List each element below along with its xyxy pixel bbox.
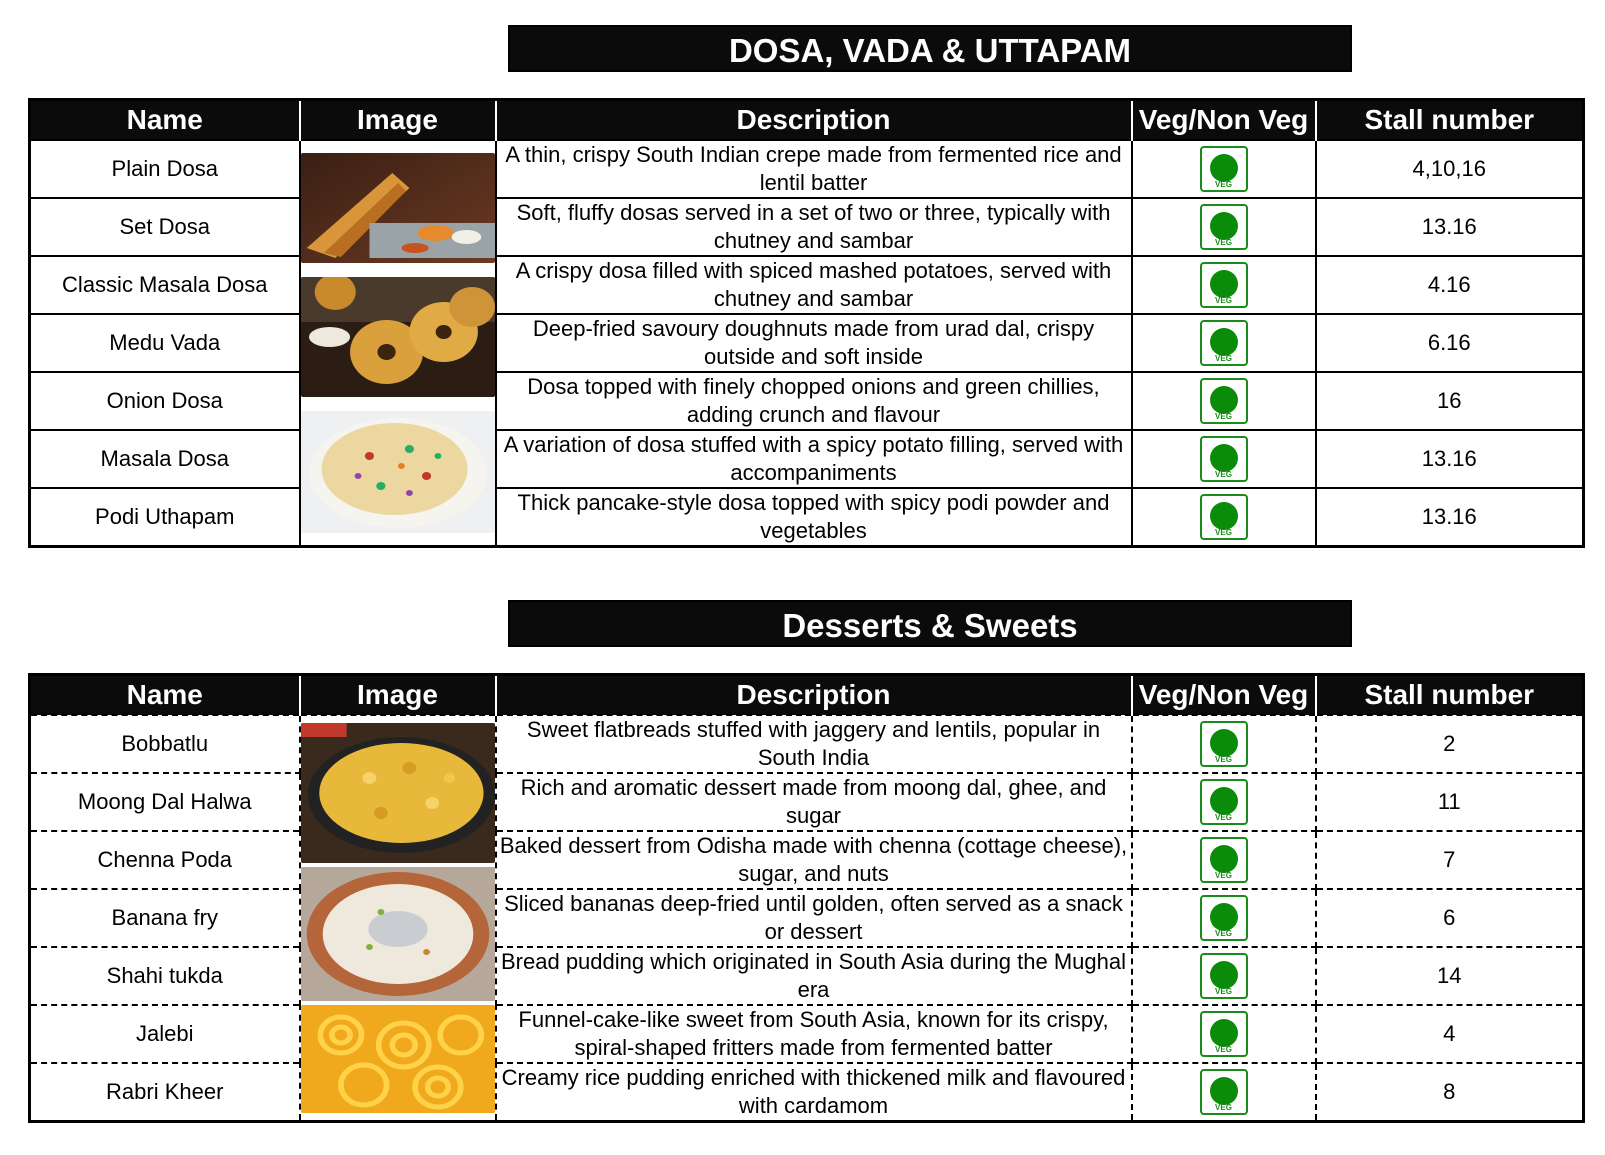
plain-dosa-photo (301, 153, 495, 263)
item-name: Moong Dal Halwa (30, 773, 300, 831)
veg-cell (1132, 773, 1316, 831)
stall-number: 7 (1316, 831, 1584, 889)
stall-number: 4.16 (1316, 256, 1584, 314)
veg-icon: VEG (1200, 436, 1248, 482)
item-description: Baked dessert from Odisha made with chenna (cottage cheese), sugar, and nuts (496, 831, 1132, 889)
veg-icon: VEG (1200, 895, 1248, 941)
item-description: A crispy dosa filled with spiced mashed potatoes, served with chutney and sambar (496, 256, 1132, 314)
table-header-row (30, 100, 1584, 141)
item-name: Shahi tukda (30, 947, 300, 1005)
veg-cell (1132, 715, 1316, 773)
stall-number: 4,10,16 (1316, 140, 1584, 198)
image-column (300, 140, 496, 547)
halwa-photo (301, 723, 495, 863)
col-header-stall: Stall number (1316, 675, 1584, 716)
col-header-veg: Veg/Non Veg (1132, 100, 1316, 141)
stall-number: 6 (1316, 889, 1584, 947)
medu-vada-photo (301, 277, 495, 397)
item-description: Funnel-cake-like sweet from South Asia, known for its crispy, spiral-shaped fritters made from fermented batter (496, 1005, 1132, 1063)
dosa-menu-table (28, 98, 1585, 548)
col-header-name: Name (30, 100, 300, 141)
veg-cell (1132, 1005, 1316, 1063)
col-header-stall: Stall number (1316, 100, 1584, 141)
table-row (30, 314, 1584, 372)
item-description: Rich and aromatic dessert made from moong dal, ghee, and sugar (496, 773, 1132, 831)
section-title-desserts: Desserts & Sweets (508, 600, 1352, 647)
table-row (30, 430, 1584, 488)
veg-icon: VEG (1200, 779, 1248, 825)
veg-cell (1132, 140, 1316, 198)
table-row (30, 889, 1584, 947)
veg-cell (1132, 947, 1316, 1005)
item-description: Deep-fried savoury doughnuts made from urad dal, crispy outside and soft inside (496, 314, 1132, 372)
veg-icon: VEG (1200, 204, 1248, 250)
veg-cell (1132, 256, 1316, 314)
veg-cell (1132, 430, 1316, 488)
table-row (30, 947, 1584, 1005)
item-name: Bobbatlu (30, 715, 300, 773)
stall-number: 13.16 (1316, 488, 1584, 547)
uthapam-photo (301, 411, 495, 533)
stall-number: 6.16 (1316, 314, 1584, 372)
item-name: Masala Dosa (30, 430, 300, 488)
veg-cell (1132, 831, 1316, 889)
table-row (30, 831, 1584, 889)
table-row (30, 773, 1584, 831)
item-description: Sliced bananas deep-fried until golden, often served as a snack or dessert (496, 889, 1132, 947)
veg-cell (1132, 1063, 1316, 1122)
table-row (30, 372, 1584, 430)
col-header-image: Image (300, 100, 496, 141)
table-row (30, 1005, 1584, 1063)
item-description: A variation of dosa stuffed with a spicy potato filling, served with accompaniments (496, 430, 1132, 488)
item-name: Banana fry (30, 889, 300, 947)
veg-icon: VEG (1200, 320, 1248, 366)
veg-icon: VEG (1200, 953, 1248, 999)
item-name: Chenna Poda (30, 831, 300, 889)
veg-icon: VEG (1200, 837, 1248, 883)
stall-number: 14 (1316, 947, 1584, 1005)
veg-icon: VEG (1200, 378, 1248, 424)
veg-icon: VEG (1200, 721, 1248, 767)
veg-icon: VEG (1200, 494, 1248, 540)
stall-number: 11 (1316, 773, 1584, 831)
col-header-description: Description (496, 675, 1132, 716)
veg-cell (1132, 488, 1316, 547)
stall-number: 2 (1316, 715, 1584, 773)
table-row (30, 198, 1584, 256)
item-name: Medu Vada (30, 314, 300, 372)
section-title-dosa: DOSA, VADA & UTTAPAM (508, 25, 1352, 72)
col-header-image: Image (300, 675, 496, 716)
table-row (30, 256, 1584, 314)
item-description: Creamy rice pudding enriched with thickened milk and flavoured with cardamom (496, 1063, 1132, 1122)
table-row (30, 488, 1584, 547)
stall-number: 4 (1316, 1005, 1584, 1063)
veg-cell (1132, 314, 1316, 372)
veg-icon: VEG (1200, 262, 1248, 308)
desserts-menu-table (28, 673, 1585, 1123)
item-name: Rabri Kheer (30, 1063, 300, 1122)
item-name: Set Dosa (30, 198, 300, 256)
item-description: Dosa topped with finely chopped onions and green chillies, adding crunch and flavour (496, 372, 1132, 430)
jalebi-photo (301, 1005, 495, 1113)
veg-icon: VEG (1200, 1011, 1248, 1057)
item-description: A thin, crispy South Indian crepe made from fermented rice and lentil batter (496, 140, 1132, 198)
item-name: Plain Dosa (30, 140, 300, 198)
col-header-name: Name (30, 675, 300, 716)
veg-cell (1132, 198, 1316, 256)
item-description: Sweet flatbreads stuffed with jaggery and lentils, popular in South India (496, 715, 1132, 773)
veg-cell (1132, 372, 1316, 430)
item-name: Classic Masala Dosa (30, 256, 300, 314)
col-header-description: Description (496, 100, 1132, 141)
image-column (300, 715, 496, 1122)
stall-number: 13.16 (1316, 198, 1584, 256)
item-description: Bread pudding which originated in South Asia during the Mughal era (496, 947, 1132, 1005)
kheer-photo (301, 867, 495, 1001)
veg-icon: VEG (1200, 1069, 1248, 1115)
item-description: Soft, fluffy dosas served in a set of two or three, typically with chutney and sambar (496, 198, 1132, 256)
table-row (30, 1063, 1584, 1122)
item-name: Podi Uthapam (30, 488, 300, 547)
item-name: Onion Dosa (30, 372, 300, 430)
table-row (30, 140, 1584, 198)
stall-number: 13.16 (1316, 430, 1584, 488)
table-header-row (30, 675, 1584, 716)
veg-cell (1132, 889, 1316, 947)
veg-icon: VEG (1200, 146, 1248, 192)
item-description: Thick pancake-style dosa topped with spicy podi powder and vegetables (496, 488, 1132, 547)
stall-number: 8 (1316, 1063, 1584, 1122)
table-row (30, 715, 1584, 773)
stall-number: 16 (1316, 372, 1584, 430)
item-name: Jalebi (30, 1005, 300, 1063)
col-header-veg: Veg/Non Veg (1132, 675, 1316, 716)
